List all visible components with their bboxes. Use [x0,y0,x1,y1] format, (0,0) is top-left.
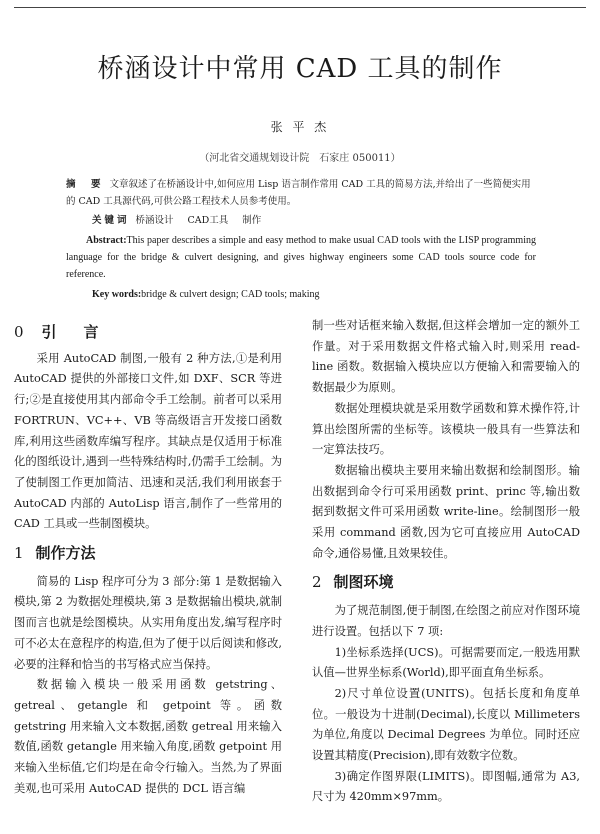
abstract-en-text: This paper describes a simple and easy method to make usual CAD tools with the LISP programming language for the bridge & culvert designing, and gives highway engineers some CAD tools source code for reference. [66,235,536,280]
paragraph: 数据输出模块主要用来输出数据和绘制图形。输出数据到命令行可采用函数 print、princ 等,输出数据到数据文件可采用函数 write-line。绘制图形一般采用 command 函数,因为它可直接应用 AutoCAD 命令,通俗易懂,且效果较佳。 [312,463,580,560]
abstract-cn-label: 摘 要 [66,179,104,190]
abstract-en [66,232,536,283]
abstract-cn-text: 文章叙述了在桥涵设计中,如何应用 Lisp 语言制作常用 CAD 工具的简易方法,并给出了一些简便实用的 CAD 工具源代码,可供公路工程技术人员参考使用。 [66,179,531,207]
author-name: 张 平 杰 [270,120,330,134]
paragraph: 采用 AutoCAD 制图,一般有 2 种方法,①是利用 AutoCAD 提供的外部接口文件,如 DXF、SCR 等进行;②是直接使用其内部命令手工绘制。前者可以采用 FORTRUN、VC++、VB 等高级语言开发接口函数库,利用这些函数库编写程序。其缺点是仅适用于标准化的图纸设计,遇到一些特殊结构时,仍需手工绘制。为了使制图工作更加简洁、迅速和灵活,我们利用嵌套于 AutoCAD 内部的 AutoLisp 语言,制作了一些常用的 CAD 工具或一些制图模块。 [14,351,282,531]
paper-title: 桥涵设计中常用 CAD 工具的制作 [97,54,503,84]
keywords-cn-label: 关键词 [92,215,130,226]
left-column [14,316,282,799]
section-number: 1 [14,544,24,563]
section-title: 引 言 [41,323,105,341]
paragraph: 数据输入模块一般采用函数 getstring、getreal、getangle 和 getpoint 等。函数 getstring 用来输入文本数据,函数 getreal 用来输入数值,函数 getangle 用来输入角度,函数 getpoint 用来输入坐标值,它们均是在命令行输入。当然,为了界面美观,也可采用 AutoCAD 提供的 DCL 语言编 [14,678,282,795]
paragraph: 制一些对话框来输入数据,但这样会增加一定的额外工作量。对于采用数据文件格式输入时,则采用 read-line 函数。数据输入模块应以方便输入和需要输入的数据最少为原则。 [312,319,580,395]
abstract-en-label: Abstract: [86,235,127,246]
section-title: 制图环境 [333,573,394,592]
section-heading-method [14,543,282,564]
keywords-cn [92,212,562,229]
paragraph: 数据处理模块就是采用数学函数和算术操作符,计算出绘图所需的坐标等。该模块一般具有一些算法和一定算法技巧。 [312,401,580,457]
top-rule [14,7,586,8]
paragraph: 1)坐标系选择(UCS)。可据需要而定,一般选用默认值—世界坐标系(World),即平面直角坐标系。 [312,645,580,680]
section-number: 0 [14,323,30,341]
keyword-cn: 桥涵设计 [135,215,174,226]
paragraph: 为了规范制图,便于制图,在绘图之前应对作图环境进行设置。包括以下 7 项: [312,604,580,638]
abstract-cn [66,176,536,210]
paragraph: 2)尺寸单位设置(UNITS)。包括长度和角度单位。一般设为十进制(Decimal),长度以 Millimeters 为单位,角度以 Decimal Degrees 为单位。同时还应设置其精度(Precision),即有效数字位数。 [312,686,580,763]
section-number: 2 [312,573,322,592]
keywords-en-text: bridge & culvert design; CAD tools; making [141,289,320,300]
keyword-cn: CAD工具 [187,215,229,226]
section-heading-environment [312,572,580,593]
keyword-cn: 制作 [242,215,262,226]
paragraph: 简易的 Lisp 程序可分为 3 部分:第 1 是数据输入模块,第 2 为数据处理模块,第 3 是数据输出模块,就制图而言也就是绘图模块。从实用角度出发,编写程序时可不必太在意程序的构造,但为了便于以后阅读和修改,必要的注释和恰当的书写格式应当保持。 [14,574,282,671]
keywords-en-label: Key words: [92,289,142,300]
paragraph: 3)确定作图界限(LIMITS)。即图幅,通常为 A3,尺寸为 420mm×97mm。 [312,769,580,804]
right-column [312,316,580,808]
keywords-en [92,286,562,303]
author-affiliation: （河北省交通规划设计院 石家庄 050011） [199,153,401,164]
section-heading-intro [14,322,282,343]
section-title: 制作方法 [35,544,96,563]
